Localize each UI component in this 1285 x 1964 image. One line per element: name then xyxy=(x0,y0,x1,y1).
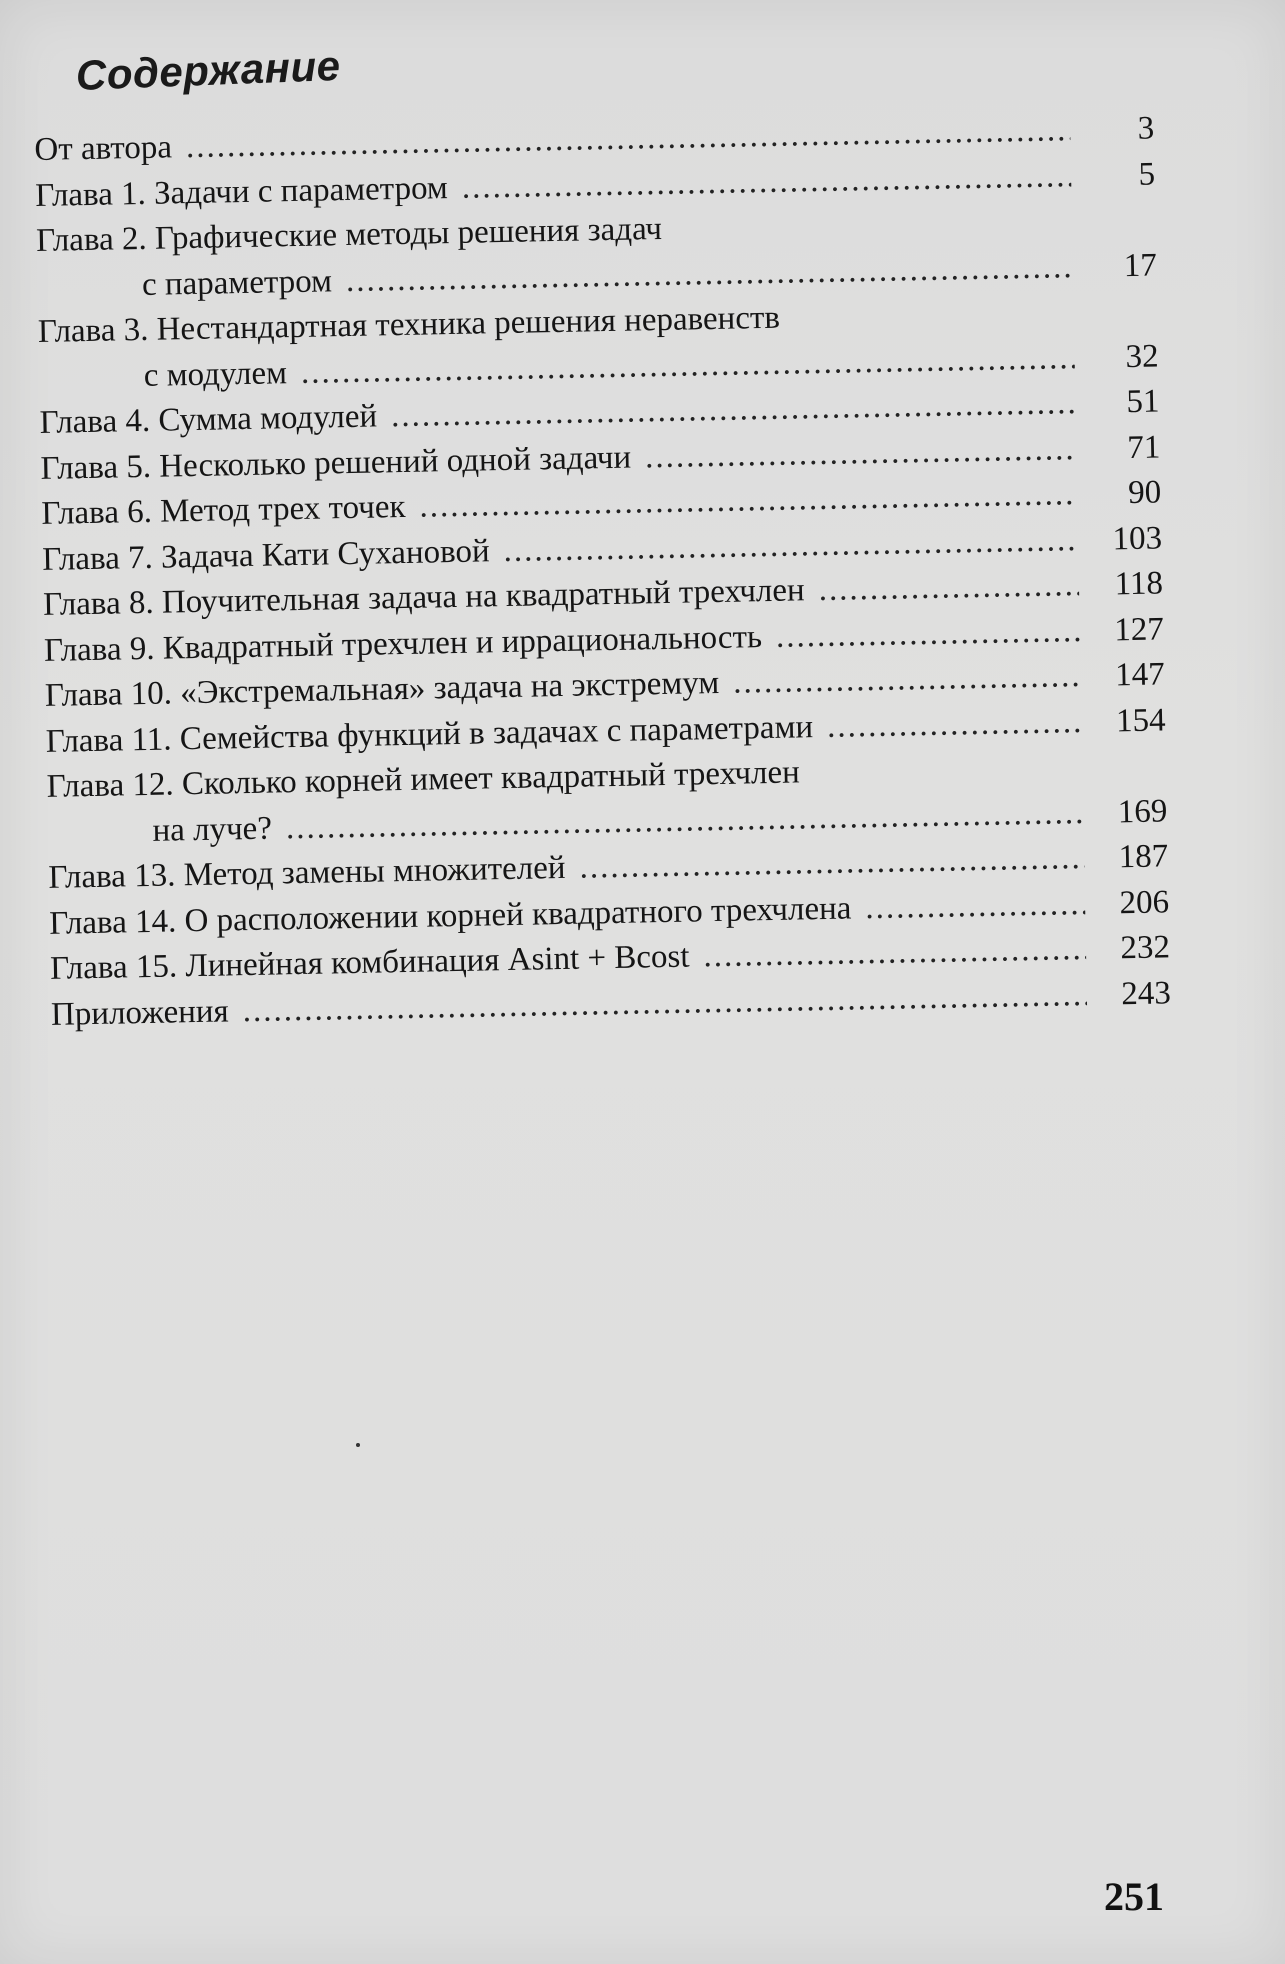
toc-entry-page: 51 xyxy=(1126,383,1160,421)
toc-entry-label: Глава 7. Задача Кати Сухановой xyxy=(41,532,490,578)
dot-leader xyxy=(703,927,1086,980)
page-title: Содержание xyxy=(75,41,342,99)
toc-entry-continuation-label: на луче? xyxy=(152,810,273,849)
dot-leader xyxy=(818,563,1079,613)
toc-entry-label: Глава 3. Нестандартная техника решения неравенств xyxy=(37,299,781,350)
print-speck xyxy=(356,1443,360,1447)
toc-entry-page: 154 xyxy=(1115,701,1166,739)
toc-entry-page: 118 xyxy=(1114,565,1164,603)
toc-entry-page: 169 xyxy=(1117,792,1168,830)
dot-leader xyxy=(645,427,1077,481)
page-number: 251 xyxy=(1104,1874,1164,1919)
toc-entry-label: Глава 15. Линейная комбинация Asint + Bcost xyxy=(49,938,690,987)
toc-entry-label: Глава 8. Поучительная задача на квадратный трехчлен xyxy=(42,572,805,623)
toc-entry-continuation-label: с параметром xyxy=(141,262,333,303)
toc-entry-label: Глава 6. Метод трех точек xyxy=(41,488,406,532)
toc-entry-label: Глава 14. О расположении корней квадратного трехчлена xyxy=(48,889,852,942)
toc-entry-label: Глава 9. Квадратный трехчлен и иррациональность xyxy=(43,618,763,669)
toc-entry-page: 103 xyxy=(1112,519,1163,557)
toc-entry-page: 3 xyxy=(1137,110,1155,147)
dot-leader xyxy=(733,654,1081,706)
toc-entry-page: 127 xyxy=(1113,610,1165,648)
toc-entry-page: 232 xyxy=(1120,929,1171,967)
toc-entry-page: 17 xyxy=(1123,246,1158,284)
table-of-contents xyxy=(34,106,1171,1037)
toc-entry-label: Глава 11. Семейства функций в задачах с параметрами xyxy=(45,708,814,760)
dot-leader xyxy=(776,609,1081,660)
toc-entry-continuation-label: с модулем xyxy=(143,354,288,394)
toc-entry-page: 5 xyxy=(1138,155,1156,193)
toc-entry-page: 206 xyxy=(1119,883,1170,921)
toc-entry-page: 147 xyxy=(1114,656,1166,694)
toc-entry-label: Глава 2. Графические методы решения задач xyxy=(35,210,663,259)
toc-entry-label: Глава 4. Сумма модулей xyxy=(39,398,378,441)
toc-entry-label: Приложения xyxy=(50,992,229,1033)
toc-entry-label: От автора xyxy=(34,129,173,168)
toc-entry-page: 71 xyxy=(1126,428,1161,466)
toc-entry-label: Глава 12. Сколько корней имеет квадратный трехчлен xyxy=(46,754,801,805)
toc-entry-page: 243 xyxy=(1120,974,1172,1012)
toc-entry-label: Глава 5. Несколько решений одной задачи xyxy=(40,439,632,487)
toc-entry-label: Глава 13. Метод замены множителей xyxy=(48,849,566,896)
dot-leader xyxy=(865,881,1086,931)
toc-entry-page: 90 xyxy=(1127,474,1162,512)
toc-entry-page: 32 xyxy=(1125,337,1159,375)
dot-leader xyxy=(827,700,1082,750)
toc-entry-label: Глава 1. Задачи с параметром xyxy=(34,169,449,214)
toc-entry-page: 187 xyxy=(1118,838,1169,876)
toc-entry-label: Глава 10. «Экстремальная» задача на экстремум xyxy=(44,664,720,714)
